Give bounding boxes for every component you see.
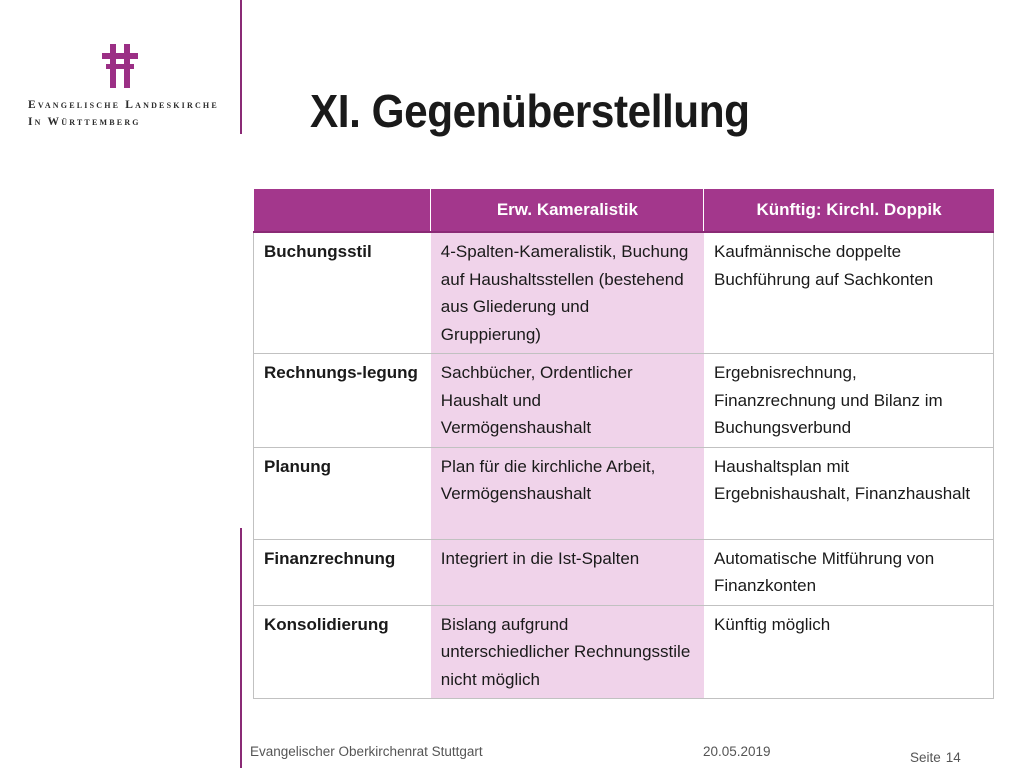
doppik-cell: Kaufmännische doppelte Buchführung auf Sachkonten	[704, 232, 994, 354]
doppik-cell: Automatische Mitführung von Finanzkonten	[704, 539, 994, 605]
page-number: 14	[945, 750, 961, 765]
column-header-empty	[254, 189, 431, 232]
vertical-divider-top	[240, 0, 242, 134]
org-name-line1: Evangelische Landeskirche	[28, 99, 219, 111]
table-row	[254, 354, 994, 448]
footer-date: 20.05.2019	[703, 744, 771, 759]
kameralistik-cell: Sachbücher, Ordentlicher Haushalt und Vermögenshaushalt	[431, 354, 704, 448]
cross-logo-icon	[102, 44, 138, 88]
kameralistik-cell: 4-Spalten-Kameralistik, Buchung auf Haushaltsstellen (bestehend aus Gliederung und Gruppierung)	[431, 232, 704, 354]
kameralistik-cell: Integriert in die Ist-Spalten	[431, 539, 704, 605]
kameralistik-cell: Bislang aufgrund unterschiedlicher Rechnungsstile nicht möglich	[431, 605, 704, 699]
table-row	[254, 232, 994, 354]
table-row	[254, 539, 994, 605]
footer-page-number	[910, 750, 961, 765]
row-label: Rechnungs-legung	[254, 354, 431, 448]
row-label: Planung	[254, 447, 431, 539]
doppik-cell: Künftig möglich	[704, 605, 994, 699]
org-name-line2: In Württemberg	[28, 116, 141, 128]
doppik-cell: Haushaltsplan mit Ergebnishaushalt, Finanzhaushalt	[704, 447, 994, 539]
vertical-divider-bottom	[240, 528, 242, 768]
comparison-table	[253, 189, 994, 699]
row-label: Konsolidierung	[254, 605, 431, 699]
column-header-doppik: Künftig: Kirchl. Doppik	[704, 189, 994, 232]
doppik-cell: Ergebnisrechnung, Finanzrechnung und Bilanz im Buchungsverbund	[704, 354, 994, 448]
table-header-row	[254, 189, 994, 232]
column-header-kameralistik: Erw. Kameralistik	[431, 189, 704, 232]
row-label: Buchungsstil	[254, 232, 431, 354]
footer-organization: Evangelischer Oberkirchenrat Stuttgart	[250, 744, 483, 759]
table-row	[254, 605, 994, 699]
page-title: XI. Gegenüberstellung	[310, 85, 750, 137]
kameralistik-cell: Plan für die kirchliche Arbeit, Vermögenshaushalt	[431, 447, 704, 539]
page-label: Seite	[910, 750, 941, 765]
organization-name	[28, 97, 219, 131]
row-label: Finanzrechnung	[254, 539, 431, 605]
table-row	[254, 447, 994, 539]
